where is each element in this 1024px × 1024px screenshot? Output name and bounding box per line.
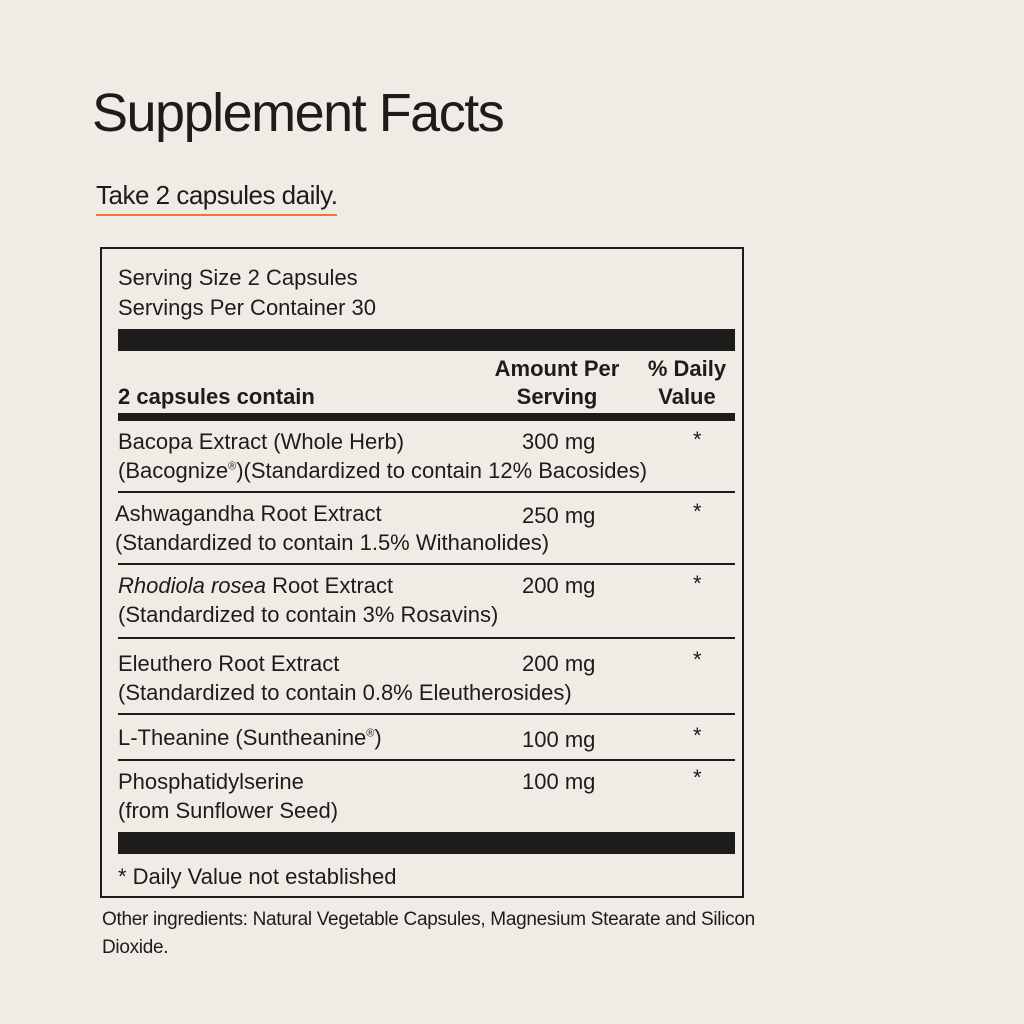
ingredient-name-line1: Bacopa Extract (Whole Herb) xyxy=(118,429,405,454)
ingredient-amount: 200 mg xyxy=(522,573,596,598)
dosage-instruction: Take 2 capsules daily. xyxy=(96,182,337,216)
ingredient-amount: 100 mg xyxy=(522,727,596,752)
header-amount-line1: Amount Per xyxy=(494,356,620,381)
header-amount-line2: Serving xyxy=(516,384,598,409)
ingredient-name xyxy=(118,723,382,752)
ingredient-name-line2: (Standardized to contain 1.5% Withanolides) xyxy=(115,530,550,555)
ingredient-name-line2: (from Sunflower Seed) xyxy=(118,798,339,823)
ingredient-name-line1: Rhodiola rosea Root Extract xyxy=(118,573,394,598)
supplement-facts-panel xyxy=(100,247,744,898)
thick-divider-top xyxy=(118,329,735,351)
ingredient-name xyxy=(115,499,549,557)
row-divider xyxy=(118,713,735,715)
header-daily-value xyxy=(634,355,740,411)
other-ingredients: Other ingredients: Natural Vegetable Capsules, Magnesium Stearate and Silicon Dioxide. xyxy=(102,909,755,958)
ingredient-name-line2: (Bacognize®)(Standardized to contain 12% Bacosides) xyxy=(118,458,648,483)
header-dv-line1: % Daily xyxy=(647,356,727,381)
ingredient-name xyxy=(118,571,498,629)
footnote: * Daily Value not established xyxy=(118,864,397,889)
ingredient-name-line1: Eleuthero Root Extract xyxy=(118,651,340,676)
row-divider xyxy=(118,563,735,565)
ingredient-amount: 300 mg xyxy=(522,429,596,454)
header-contains: 2 capsules contain xyxy=(118,384,315,409)
ingredient-dv: * xyxy=(693,427,702,452)
serving-info xyxy=(118,263,376,323)
ingredient-name-line2: (Standardized to contain 3% Rosavins) xyxy=(118,602,499,627)
ingredient-amount: 250 mg xyxy=(522,503,596,528)
ingredient-dv: * xyxy=(693,723,702,748)
ingredient-dv: * xyxy=(693,765,702,790)
ingredient-name-line1: L-Theanine (Suntheanine®) xyxy=(118,725,382,750)
ingredient-name xyxy=(118,649,572,707)
page-title: Supplement Facts xyxy=(92,83,504,143)
header-amount xyxy=(482,355,632,411)
ingredient-name-line2: (Standardized to contain 0.8% Eleutherosides) xyxy=(118,680,572,705)
ingredient-name xyxy=(118,767,338,825)
serving-size: Serving Size 2 Capsules xyxy=(118,265,358,290)
row-divider xyxy=(118,637,735,639)
row-divider xyxy=(118,759,735,761)
ingredient-dv: * xyxy=(693,647,702,672)
servings-per-container: Servings Per Container 30 xyxy=(118,295,377,320)
thick-divider-bottom xyxy=(118,832,735,854)
ingredient-name-line1: Ashwagandha Root Extract xyxy=(115,501,382,526)
header-dv-line2: Value xyxy=(658,384,716,409)
row-divider xyxy=(118,491,735,493)
ingredient-dv: * xyxy=(693,499,702,524)
ingredient-amount: 200 mg xyxy=(522,651,596,676)
ingredient-dv: * xyxy=(693,571,702,596)
header-divider xyxy=(118,413,735,421)
ingredient-name-line1: Phosphatidylserine xyxy=(118,769,304,794)
ingredient-amount: 100 mg xyxy=(522,769,596,794)
